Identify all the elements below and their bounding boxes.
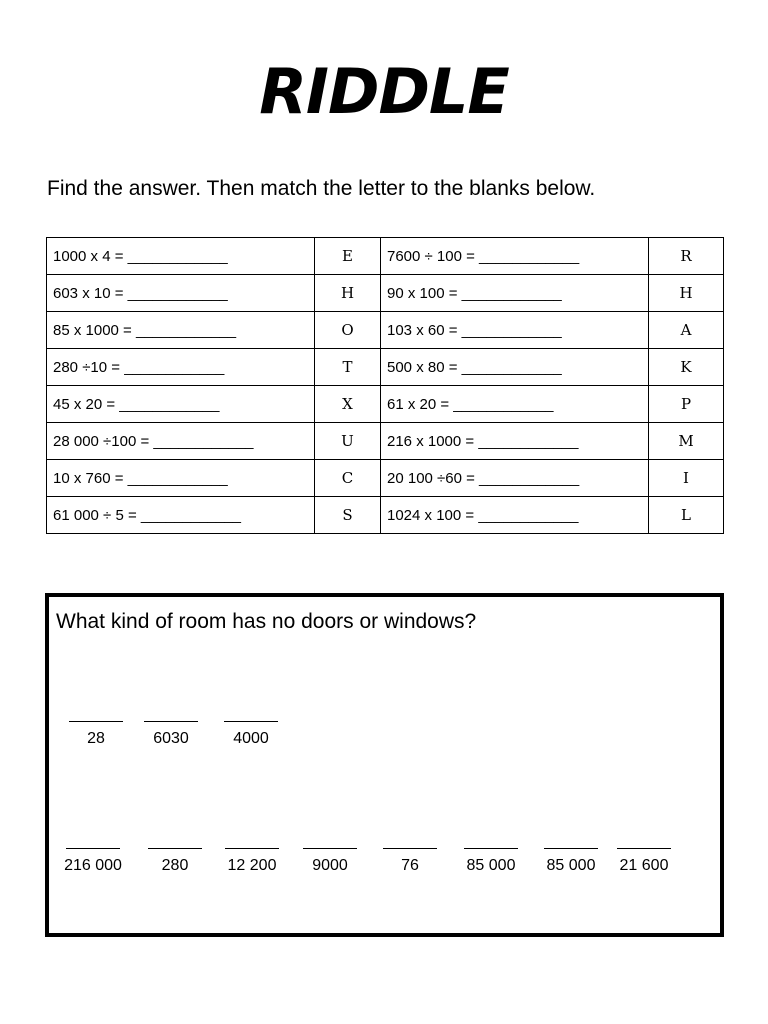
answer-slot xyxy=(290,848,370,875)
riddle-question: What kind of room has no doors or windows? xyxy=(56,610,477,633)
letter-right: A xyxy=(649,312,724,349)
letter-left: S xyxy=(315,497,381,534)
letter-left: C xyxy=(315,460,381,497)
answer-blank xyxy=(144,721,198,722)
problem-right: 90 x 100 = ____________ xyxy=(381,275,649,312)
letter-right: P xyxy=(649,386,724,423)
letter-left: E xyxy=(315,238,381,275)
answer-number: 12 200 xyxy=(227,857,277,874)
problem-right: 61 x 20 = ____________ xyxy=(381,386,649,423)
answer-blank xyxy=(544,848,598,849)
table-row xyxy=(47,275,724,312)
letter-right: L xyxy=(649,497,724,534)
letter-right: H xyxy=(649,275,724,312)
problem-right: 216 x 1000 = ____________ xyxy=(381,423,649,460)
table-row xyxy=(47,423,724,460)
problem-right: 7600 ÷ 100 = ____________ xyxy=(381,238,649,275)
answer-number: 280 xyxy=(161,857,189,874)
instructions-text: Find the answer. Then match the letter to the blanks below. xyxy=(47,177,596,200)
answer-blank xyxy=(464,848,518,849)
letter-right: I xyxy=(649,460,724,497)
answer-blank xyxy=(66,848,120,849)
answer-slot xyxy=(531,848,611,875)
problem-left: 1000 x 4 = ____________ xyxy=(47,238,315,275)
answer-number: 85 000 xyxy=(466,857,516,874)
problem-left: 603 x 10 = ____________ xyxy=(47,275,315,312)
riddle-box xyxy=(45,593,724,937)
answer-blank xyxy=(225,848,279,849)
table-row xyxy=(47,386,724,423)
answer-blank xyxy=(69,721,123,722)
table-row xyxy=(47,349,724,386)
problem-left: 45 x 20 = ____________ xyxy=(47,386,315,423)
table-row xyxy=(47,238,724,275)
problem-right: 103 x 60 = ____________ xyxy=(381,312,649,349)
table-row xyxy=(47,312,724,349)
problems-table xyxy=(46,237,724,534)
answer-slot xyxy=(53,848,133,875)
answer-slot xyxy=(451,848,531,875)
table-row xyxy=(47,497,724,534)
answer-number: 6030 xyxy=(153,730,189,747)
answer-blank xyxy=(617,848,671,849)
letter-left: U xyxy=(315,423,381,460)
answer-slot xyxy=(131,721,211,748)
problem-left: 280 ÷10 = ____________ xyxy=(47,349,315,386)
answer-slot xyxy=(211,721,291,748)
problem-right: 20 100 ÷60 = ____________ xyxy=(381,460,649,497)
answer-number: 76 xyxy=(401,857,419,874)
answer-number: 216 000 xyxy=(64,857,122,874)
problem-right: 1024 x 100 = ____________ xyxy=(381,497,649,534)
answer-slot xyxy=(370,848,450,875)
problem-left: 28 000 ÷100 = ____________ xyxy=(47,423,315,460)
answer-slot xyxy=(135,848,215,875)
answer-slot xyxy=(56,721,136,748)
problem-right: 500 x 80 = ____________ xyxy=(381,349,649,386)
answer-blank xyxy=(224,721,278,722)
letter-left: H xyxy=(315,275,381,312)
answer-blank xyxy=(148,848,202,849)
answer-number: 85 000 xyxy=(546,857,596,874)
problem-left: 85 x 1000 = ____________ xyxy=(47,312,315,349)
letter-right: K xyxy=(649,349,724,386)
letter-left: T xyxy=(315,349,381,386)
letter-right: M xyxy=(649,423,724,460)
letter-right: R xyxy=(649,238,724,275)
letter-left: X xyxy=(315,386,381,423)
answer-number: 21 600 xyxy=(619,857,669,874)
answer-blank xyxy=(303,848,357,849)
page-title: RIDDLE xyxy=(259,55,509,128)
letter-left: O xyxy=(315,312,381,349)
answer-number: 4000 xyxy=(233,730,269,747)
answer-blank xyxy=(383,848,437,849)
table-row xyxy=(47,460,724,497)
answer-slot xyxy=(604,848,684,875)
answer-number: 28 xyxy=(87,730,105,747)
answer-number: 9000 xyxy=(312,857,348,874)
problem-left: 10 x 760 = ____________ xyxy=(47,460,315,497)
problem-left: 61 000 ÷ 5 = ____________ xyxy=(47,497,315,534)
answer-slot xyxy=(212,848,292,875)
